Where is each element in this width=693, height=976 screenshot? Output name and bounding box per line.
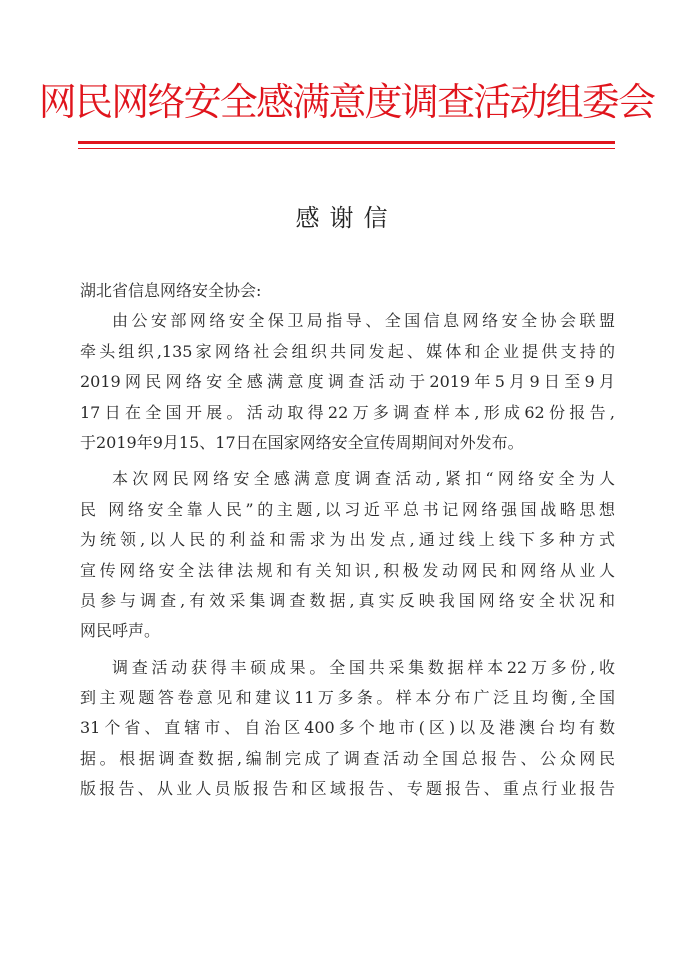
paragraph-line: 宣传网络安全法律法规和有关知识,积极发动网民和网络从业人 bbox=[80, 560, 615, 580]
paragraph-line: 为统领,以人民的利益和需求为出发点,通过线上线下多种方式 bbox=[80, 530, 615, 550]
paragraph-line: 31个省、直辖市、自治区400多个地市(区)以及港澳台均有数 bbox=[80, 718, 615, 738]
paragraph-line: 2019网民网络安全感满意度调查活动于2019年5月9日至9月 bbox=[80, 372, 615, 392]
document-title: 感谢信 bbox=[295, 204, 398, 232]
paragraph-line: 网民呼声。 bbox=[80, 621, 161, 641]
paragraph-line: 17日在全国开展。活动取得22万多调查样本,形成62份报告, bbox=[80, 402, 615, 422]
paragraph-line: 据。根据调查数据,编制完成了调查活动全国总报告、公众网民 bbox=[80, 748, 615, 768]
paragraph-3 bbox=[80, 653, 615, 805]
paragraph-line: 版报告、从业人员版报告和区域报告、专题报告、重点行业报告 bbox=[80, 779, 615, 799]
paragraph-2 bbox=[80, 464, 615, 646]
paragraph-line: 调查活动获得丰硕成果。全国共采集数据样本22万多份,收 bbox=[112, 657, 615, 677]
letter-body bbox=[80, 276, 615, 811]
paragraph-line: 牵头组织,135家网络社会组织共同发起、媒体和企业提供支持的 bbox=[80, 341, 615, 361]
paragraph-1 bbox=[80, 306, 615, 458]
paragraph-line: 员参与调查,有效采集调查数据,真实反映我国网络安全状况和 bbox=[80, 590, 615, 610]
salutation: 湖北省信息网络安全协会: bbox=[80, 281, 262, 300]
paragraph-line: 民 网络安全靠人民”的主题,以习近平总书记网络强国战略思想 bbox=[80, 499, 615, 519]
letterhead-rule-thin bbox=[78, 148, 615, 149]
letterhead-rule-thick bbox=[78, 141, 615, 144]
paragraph-line: 到主观题答卷意见和建议11万多条。样本分布广泛且均衡,全国 bbox=[80, 688, 615, 708]
paragraph-line: 于2019年9月15、17日在国家网络安全宣传周期间对外发布。 bbox=[80, 432, 524, 452]
paragraph-line: 本次网民网络安全感满意度调查活动,紧扣“网络安全为人 bbox=[112, 469, 615, 489]
paragraph-line: 由公安部网络安全保卫局指导、全国信息网络安全协会联盟 bbox=[112, 311, 615, 331]
letterhead-org-name: 网民网络安全感满意度调查活动组委会 bbox=[38, 80, 655, 124]
